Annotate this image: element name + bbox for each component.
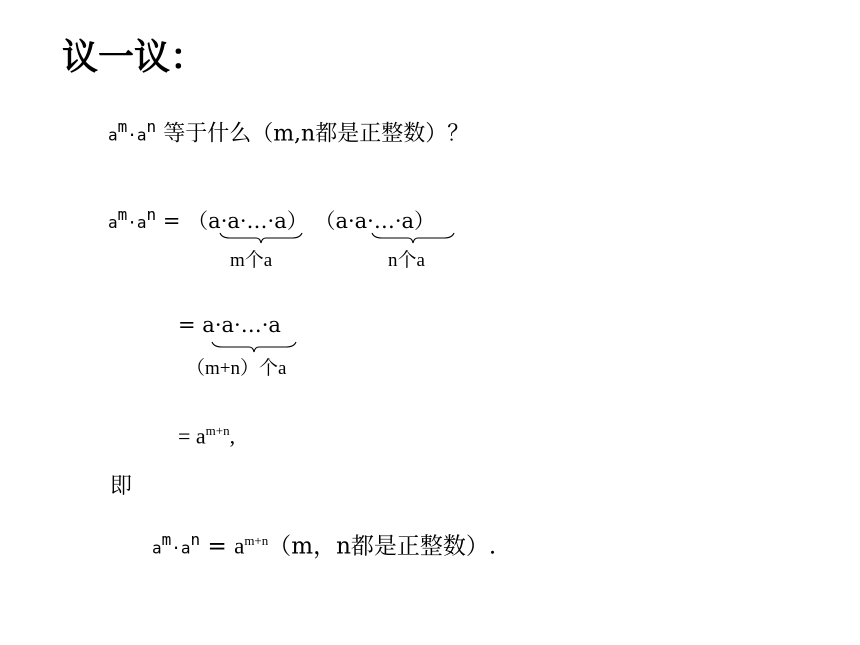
step3-exponent: m+n: [205, 423, 230, 438]
conclusion-base-a: a: [152, 538, 162, 558]
conclusion-dot-a: ·a: [171, 538, 191, 558]
page-title: 议一议：: [62, 37, 207, 78]
conclusion-exp-n: n: [190, 530, 201, 549]
step1-equals: =: [162, 209, 181, 233]
conclusion-result-exp: m+n: [244, 533, 269, 548]
label-m-count: m个a: [230, 250, 273, 271]
conclusion-line: [152, 526, 496, 563]
therefore-label: 即: [110, 474, 133, 499]
step2-equals: =: [178, 313, 196, 337]
step1-exp-n: n: [146, 205, 157, 224]
conclusion-equals: =: [207, 533, 227, 560]
step1-exp-m: m: [117, 205, 128, 224]
conclusion-text: （m，n都是正整数）.: [268, 533, 497, 560]
derivation-step-3: [178, 418, 235, 449]
step1-group-n: （a·a·…·a）: [314, 209, 436, 233]
step2-group: a·a·…·a: [202, 313, 281, 337]
derivation-step-2: [178, 312, 281, 338]
question-text: 等于什么（m,n都是正整数）？: [163, 121, 470, 147]
brace-mn: [210, 340, 298, 354]
conclusion-exp-m: m: [161, 530, 172, 549]
step1-group-m: （a·a·…·a）: [187, 209, 308, 233]
brace-n: [370, 231, 456, 245]
conclusion-result-a: a: [234, 533, 245, 559]
label-mn-count: （m+n）个a: [186, 358, 287, 379]
brace-m: [218, 231, 304, 245]
question-exp-m: m: [117, 117, 128, 136]
question-base-a: a: [108, 125, 118, 145]
label-n-count: n个a: [388, 250, 425, 271]
question-line: [108, 113, 469, 149]
step3-equals-a: = a: [178, 423, 206, 449]
question-dot-a: ·a: [127, 125, 147, 145]
step1-dot-a: ·a: [127, 213, 147, 232]
question-exp-n: n: [146, 117, 157, 136]
step1-base-a: a: [108, 213, 118, 232]
step3-comma: ,: [229, 423, 236, 449]
